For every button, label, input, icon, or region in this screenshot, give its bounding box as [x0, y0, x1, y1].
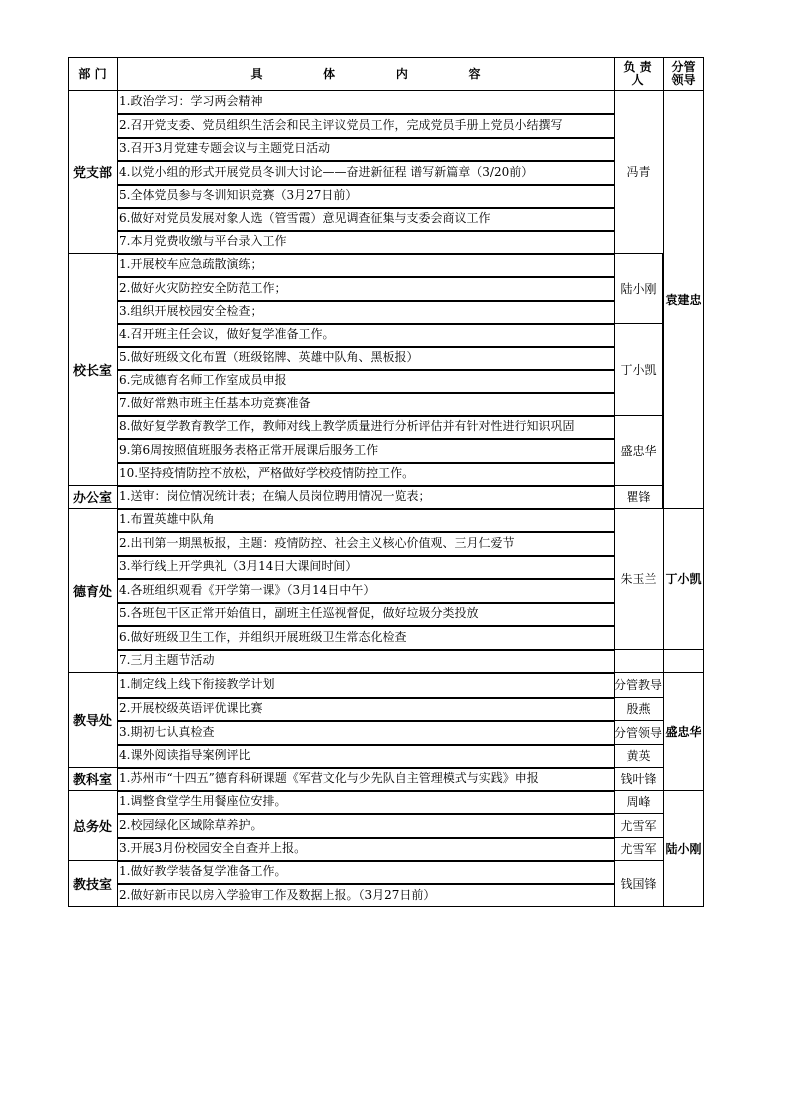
grid-line	[68, 253, 117, 254]
grid-line	[117, 672, 614, 674]
grid-line	[614, 485, 663, 486]
dept-principal-office: 校长室	[72, 363, 112, 379]
task-row: 1.做好教学装备复学准备工作。	[119, 864, 287, 878]
header-content	[117, 57, 614, 90]
grid-line	[117, 462, 614, 464]
task-row: 1.政治学习：学习两会精神	[119, 94, 263, 108]
dept-academic-affairs: 教导处	[72, 714, 112, 729]
grid-line	[117, 837, 614, 839]
grid-line	[117, 113, 614, 115]
grid-line	[117, 649, 614, 651]
person-cell: 分管教导	[614, 678, 663, 692]
grid-line	[614, 813, 663, 814]
grid-line	[614, 837, 663, 838]
grid-line	[662, 485, 664, 508]
task-row: 2.校园绿化区域除草养护。	[119, 818, 263, 832]
task-row: 6.完成德育名师工作室成员申报	[119, 373, 287, 387]
grid-line	[117, 767, 614, 769]
dept-admin-office: 办公室	[72, 491, 112, 506]
person-cell: 瞿锋	[626, 490, 651, 504]
grid-line	[117, 744, 614, 746]
dept-general-affairs: 总务处	[72, 819, 112, 835]
grid-line	[614, 767, 663, 768]
grid-line	[117, 602, 614, 604]
grid-line	[614, 415, 663, 416]
task-row: 2.召开党支委、党员组织生活会和民主评议党员工作，完成党员手册上党员小结撰写	[119, 118, 563, 132]
task-row: 1.苏州市“十四五”德育科研课题《军营文化与少先队自主管理模式与实践》申报	[119, 771, 539, 785]
grid-line	[117, 720, 614, 722]
person-cell: 朱玉兰	[620, 572, 657, 586]
dept-party-branch: 党支部	[72, 166, 112, 181]
header-content-char: 具	[250, 67, 263, 81]
task-row: 5.全体党员参与冬训知识竞赛（3月27日前）	[119, 188, 358, 202]
person-cell: 陆小刚	[620, 281, 657, 296]
task-row: 2.做好火灾防控安全防范工作；	[119, 281, 287, 295]
person-cell: 盛忠华	[620, 443, 657, 458]
grid-line	[117, 392, 614, 394]
task-row: 1.送审：岗位情况统计表；在编人员岗位聘用情况一览表；	[119, 489, 431, 503]
task-row: 3.期初七认真检查	[119, 725, 215, 739]
header-person: 负 责 人	[623, 59, 652, 87]
grid-line	[614, 790, 663, 791]
grid-line	[614, 672, 663, 673]
task-row: 9.第6周按照值班服务表格正常开展课后服务工作	[119, 443, 379, 457]
person-cell: 钱叶锋	[620, 772, 657, 786]
grid-line	[117, 625, 614, 627]
task-row: 7.三月主题节活动	[119, 653, 215, 667]
header-content-char: 体	[323, 67, 336, 81]
grid-line	[117, 137, 614, 139]
grid-line	[117, 184, 614, 186]
grid-line	[68, 672, 117, 673]
task-row: 10.坚持疫情防控不放松，严格做好学校疫情防控工作。	[119, 466, 415, 480]
grid-line	[117, 160, 614, 162]
header-leader: 分管 领导	[671, 59, 696, 87]
grid-line	[68, 906, 704, 907]
dept-tech-office: 教技室	[72, 878, 112, 893]
task-row: 6.做好对党员发展对象人选（管雪霞）意见调查征集与支委会商议工作	[119, 211, 491, 225]
grid-line	[614, 697, 663, 698]
task-row: 4.各班组织观看《开学第一课》（3月14日中午）	[119, 583, 376, 597]
person-cell: 黄英	[626, 749, 651, 763]
grid-line	[614, 57, 615, 907]
grid-line	[614, 744, 663, 745]
header-content-char: 容	[468, 67, 481, 81]
grid-line	[614, 323, 663, 324]
header-dept: 部 门	[78, 67, 107, 81]
task-row: 1.布置英雄中队角	[119, 512, 215, 526]
task-row: 3.开展3月份校园安全自查并上报。	[119, 841, 307, 855]
grid-line	[614, 508, 663, 509]
grid-line	[117, 300, 614, 302]
task-row: 2.开展校级英语评优课比赛	[119, 701, 263, 715]
grid-line	[117, 346, 614, 348]
grid-line	[68, 485, 117, 486]
grid-line	[117, 508, 614, 510]
person-cell: 分管领导	[614, 725, 663, 740]
person-cell: 尤雪军	[620, 818, 657, 833]
task-row: 1.制定线上线下衔接教学计划	[119, 677, 275, 691]
task-row: 3.举行线上开学典礼（3月14日大课间时间）	[119, 559, 358, 573]
grid-line	[117, 323, 614, 325]
grid-line	[117, 813, 614, 815]
grid-line	[117, 790, 614, 792]
grid-line	[614, 649, 663, 650]
grid-line	[117, 438, 614, 440]
task-row: 5.做好班级文化布置（班级铭牌、英雄中队角、黑板报）	[119, 350, 419, 364]
header-content-char: 内	[395, 67, 408, 81]
grid-line	[68, 90, 704, 91]
person-cell: 冯青	[626, 165, 651, 179]
leader-cell: 盛忠华	[665, 724, 702, 739]
person-cell: 周峰	[626, 795, 651, 809]
task-row: 6.做好班级卫生工作，并组织开展班级卫生常态化检查	[119, 630, 407, 644]
grid-line	[663, 508, 704, 509]
person-cell: 丁小凯	[620, 362, 657, 377]
grid-line	[68, 860, 117, 861]
grid-line	[614, 860, 663, 861]
grid-line	[614, 253, 663, 254]
work-plan-table	[68, 57, 704, 907]
grid-line	[117, 253, 614, 255]
grid-line	[703, 57, 704, 907]
grid-line	[117, 555, 614, 557]
leader-cell: 袁建忠	[665, 292, 702, 307]
grid-line	[117, 230, 614, 232]
task-row: 4.召开班主任会议，做好复学准备工作。	[119, 327, 335, 341]
task-row: 1.调整食堂学生用餐座位安排。	[119, 794, 287, 808]
task-row: 2.做好新市民以房入学验审工作及数据上报。（3月27日前）	[119, 888, 436, 902]
grid-line	[117, 883, 614, 885]
grid-line	[68, 508, 117, 509]
grid-line	[117, 276, 614, 278]
dept-research-office: 教科室	[72, 773, 112, 788]
task-row: 4.课外阅读指导案例评比	[119, 748, 251, 762]
task-row: 2.出刊第一期黑板报，主题：疫情防控、社会主义核心价值观、三月仁爱节	[119, 536, 515, 550]
grid-line	[117, 860, 614, 862]
grid-line	[663, 649, 704, 650]
grid-line	[117, 369, 614, 371]
task-row: 3.召开3月党建专题会议与主题党日活动	[119, 141, 331, 155]
grid-line	[117, 485, 614, 487]
grid-line	[614, 720, 663, 721]
grid-line	[117, 207, 614, 209]
task-row: 3.组织开展校园安全检查；	[119, 304, 263, 318]
grid-line	[68, 790, 117, 791]
grid-line	[663, 672, 704, 673]
person-cell: 尤雪军	[620, 842, 657, 856]
grid-line	[68, 57, 69, 907]
grid-line	[117, 531, 614, 533]
task-row: 4.以党小组的形式开展党员冬训大讨论——奋进新征程 谱写新篇章（3/20前）	[119, 165, 534, 179]
grid-line	[117, 415, 614, 417]
leader-cell: 陆小刚	[665, 842, 702, 856]
grid-line	[68, 767, 117, 768]
grid-line	[117, 578, 614, 580]
task-row: 5.各班包干区正常开始值日，副班主任巡视督促，做好垃圾分类投放	[119, 606, 479, 620]
task-row: 1.开展校车应急疏散演练；	[119, 257, 263, 271]
leader-cell: 丁小凯	[665, 572, 702, 586]
task-row: 7.做好常熟市班主任基本功竞赛准备	[119, 396, 311, 410]
grid-line	[117, 697, 614, 699]
dept-moral-education: 德育处	[72, 584, 112, 600]
person-cell: 钱国锋	[620, 877, 657, 891]
grid-line	[68, 57, 704, 58]
grid-line	[662, 253, 664, 485]
person-cell: 殷燕	[626, 702, 651, 716]
task-row: 8.做好复学教育教学工作，教师对线上教学质量进行分析评估并有针对性进行知识巩固	[119, 419, 575, 433]
grid-line	[663, 790, 704, 791]
task-row: 7.本月党费收缴与平台录入工作	[119, 234, 287, 248]
